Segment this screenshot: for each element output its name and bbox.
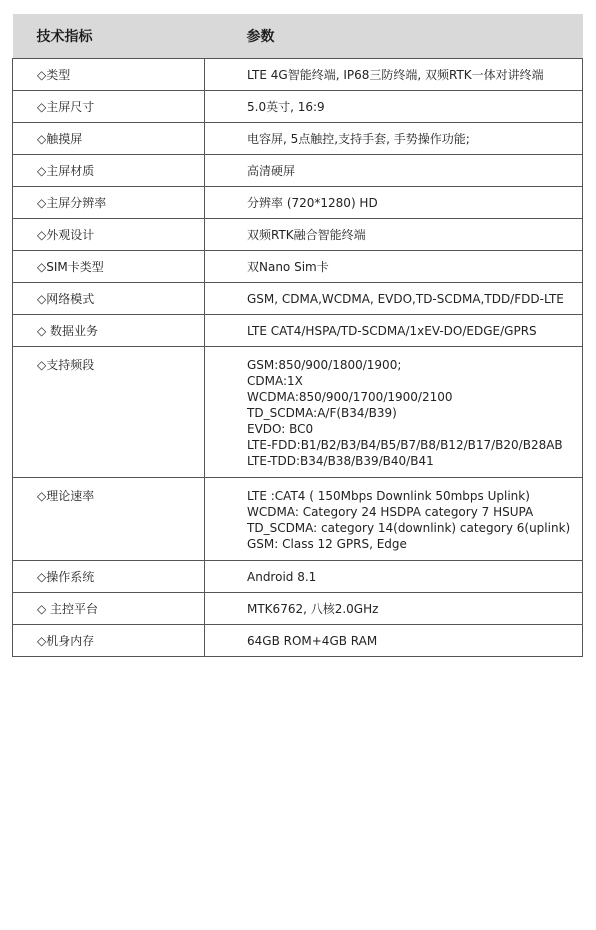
spec-value-line: GSM:850/900/1800/1900; [247,358,402,372]
spec-value-line: 电容屏, 5点触控,支持手套, 手势操作功能; [247,132,470,146]
table-row [13,219,583,251]
spec-value-line: 双Nano Sim卡 [247,260,329,274]
spec-name: ◇理论速率 [13,478,205,561]
spec-value [205,59,583,91]
spec-value-line: WCDMA: Category 24 HSDPA category 7 HSUPA [247,505,534,519]
spec-name: ◇触摸屏 [13,123,205,155]
table-row [13,251,583,283]
spec-value-line: Android 8.1 [247,570,317,584]
spec-value [205,251,583,283]
spec-value-line: LTE-TDD:B34/B38/B39/B40/B41 [247,454,434,468]
spec-value-line: MTK6762, 八核2.0GHz [247,602,379,616]
spec-value [205,219,583,251]
spec-name: ◇机身内存 [13,625,205,657]
spec-value-line: GSM: Class 12 GPRS, Edge [247,537,407,551]
spec-table [12,14,583,657]
table-row [13,593,583,625]
spec-value-line: LTE 4G智能终端, IP68三防终端, 双频RTK一体对讲终端 [247,68,544,82]
table-header-row [13,14,583,59]
spec-value-line: 分辨率 (720*1280) HD [247,196,378,210]
table-row [13,561,583,593]
spec-name: ◇主屏尺寸 [13,91,205,123]
spec-name: ◇主屏材质 [13,155,205,187]
spec-value-line: 64GB ROM+4GB RAM [247,634,378,648]
table-row [13,187,583,219]
spec-value-line: EVDO: BC0 [247,422,314,436]
table-row [13,625,583,657]
spec-value [205,478,583,561]
spec-value-line: LTE-FDD:B1/B2/B3/B4/B5/B7/B8/B12/B17/B20/B28AB [247,438,563,452]
spec-name: ◇支持频段 [13,347,205,478]
header-spec-name: 技术指标 [13,14,205,59]
table-row [13,155,583,187]
spec-name: ◇SIM卡类型 [13,251,205,283]
table-row [13,347,583,478]
spec-value [205,187,583,219]
spec-value [205,561,583,593]
spec-name: ◇网络模式 [13,283,205,315]
table-row [13,123,583,155]
table-row [13,478,583,561]
spec-value [205,91,583,123]
spec-value-line: GSM, CDMA,WCDMA, EVDO,TD-SCDMA,TDD/FDD-LTE [247,292,564,306]
spec-value [205,625,583,657]
spec-name: ◇主屏分辨率 [13,187,205,219]
spec-value-line: WCDMA:850/900/1700/1900/2100 [247,390,453,404]
table-row [13,283,583,315]
spec-value-line: CDMA:1X [247,374,303,388]
spec-value [205,593,583,625]
spec-name: ◇ 主控平台 [13,593,205,625]
spec-name: ◇外观设计 [13,219,205,251]
spec-value [205,347,583,478]
spec-value [205,315,583,347]
spec-value-line: LTE :CAT4 ( 150Mbps Downlink 50mbps Uplink) [247,489,530,503]
spec-name: ◇ 数据业务 [13,315,205,347]
spec-value-line: TD_SCDMA: category 14(downlink) category 6(uplink) [247,521,571,535]
table-row [13,59,583,91]
spec-name: ◇操作系统 [13,561,205,593]
spec-value [205,155,583,187]
spec-value-line: 5.0英寸, 16:9 [247,100,325,114]
spec-name: ◇类型 [13,59,205,91]
spec-value-line: LTE CAT4/HSPA/TD-SCDMA/1xEV-DO/EDGE/GPRS [247,324,537,338]
spec-value [205,283,583,315]
spec-value-line: TD_SCDMA:A/F(B34/B39) [247,406,397,420]
spec-value-line: 高清硬屏 [247,164,296,178]
spec-value [205,123,583,155]
spec-table-body [13,59,583,657]
spec-value-line: 双频RTK融合智能终端 [247,228,366,242]
table-row [13,91,583,123]
header-spec-value: 参数 [205,14,583,59]
table-row [13,315,583,347]
